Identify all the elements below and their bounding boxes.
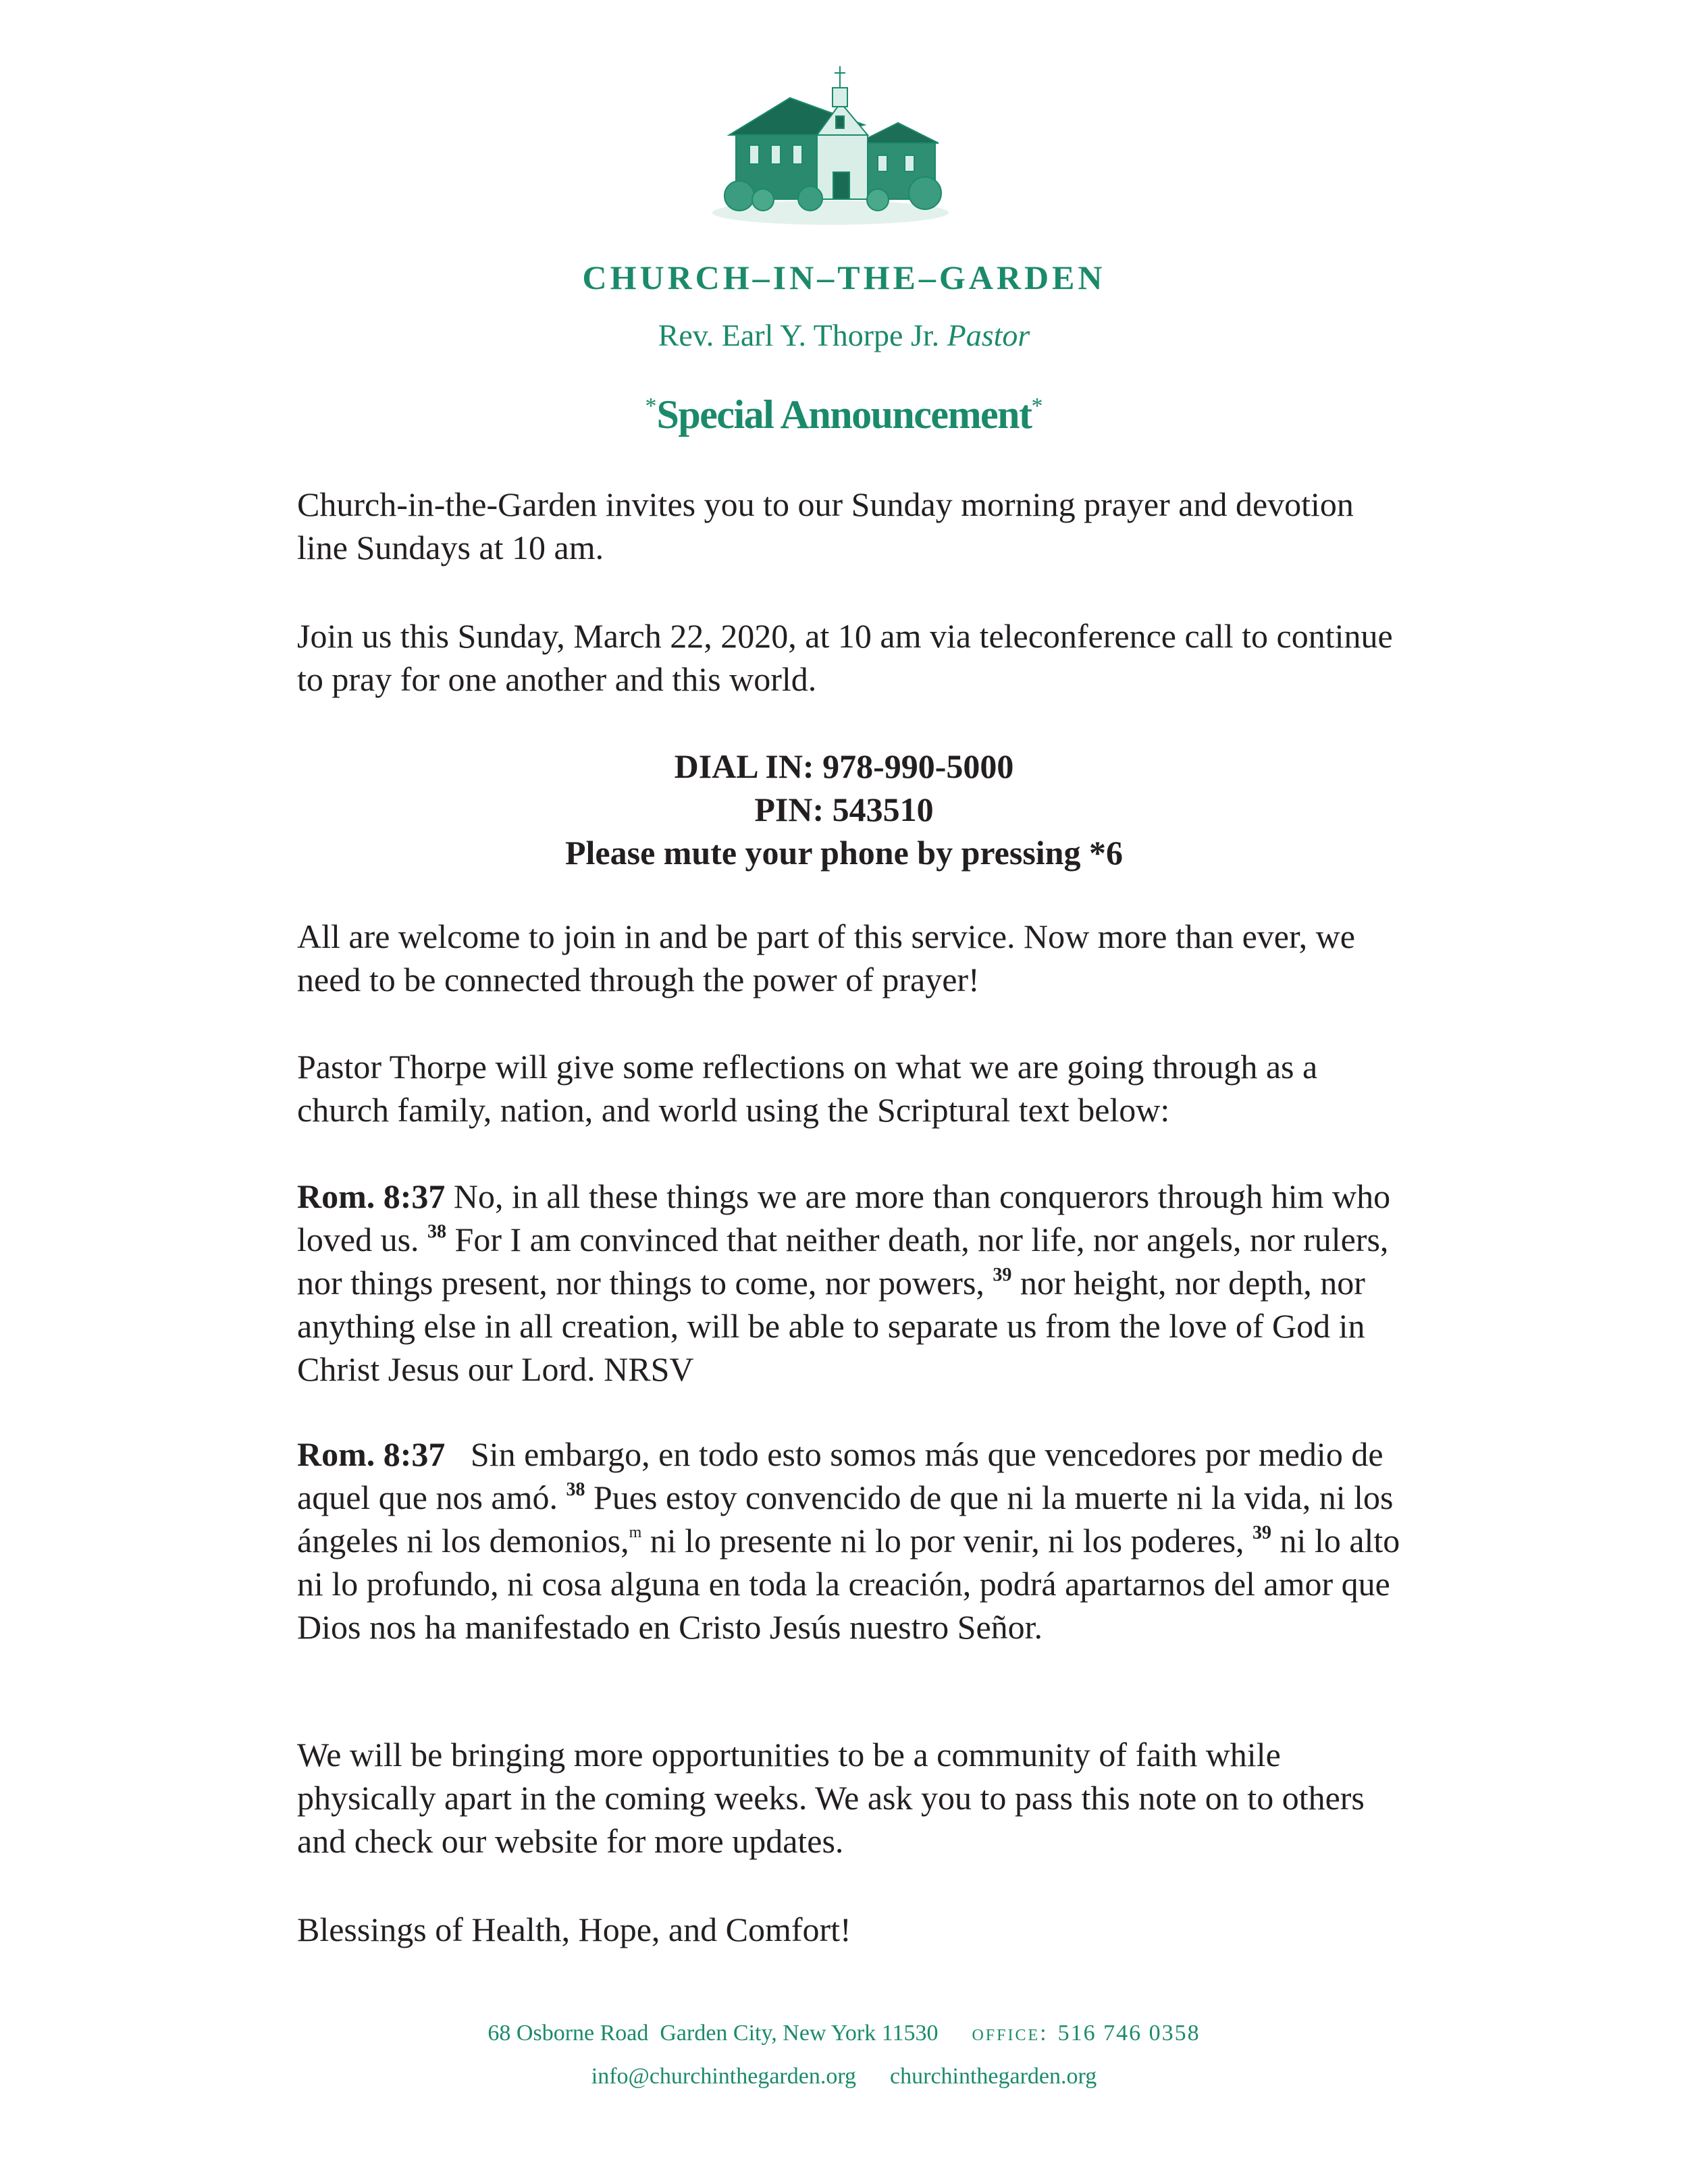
asterisk-left: * (645, 394, 657, 419)
paragraph-welcome: All are welcome to join in and be part of this service. Now more than ever, we need to be connected through the power of prayer! (297, 917, 1355, 998)
email-link[interactable]: info@churchinthegarden.org (591, 2064, 857, 2089)
verse-number: 38 (566, 1479, 585, 1500)
paragraph-invitation: Church-in-the-Garden invites you to our Sunday morning prayer and devotion line Sundays at 10 am. (297, 485, 1354, 566)
office-phone: 516 746 0358 (1057, 2021, 1201, 2046)
website-link[interactable]: churchinthegarden.org (890, 2064, 1097, 2089)
pin-number: PIN: 543510 (754, 791, 934, 828)
verse-text: No, in all these things we are more than conquerors through him who loved us. (297, 1177, 1391, 1258)
footnote-marker: m (629, 1524, 642, 1541)
verse-spanish (297, 1433, 1408, 1649)
address: 68 Osborne Road Garden City, New York 11530 (487, 2021, 939, 2046)
church-name: CHURCH–IN–THE–GARDEN (582, 259, 1106, 296)
verse-number: 38 (427, 1221, 447, 1242)
dial-in-number: DIAL IN: 978-990-5000 (674, 747, 1014, 785)
footer-contact-line (0, 2064, 1688, 2089)
dial-in-block (0, 745, 1688, 874)
announcement-title (0, 392, 1688, 438)
pastor-name: Rev. Earl Y. Thorpe Jr. (658, 318, 940, 352)
verse-text: ni lo presente ni lo por venir, ni los poderes, (641, 1522, 1253, 1560)
verse-reference: Rom. 8:37 (297, 1435, 446, 1473)
verse-reference: Rom. 8:37 (297, 1177, 446, 1215)
office-label: office: (972, 2021, 1049, 2046)
footer-address-line (0, 2021, 1688, 2046)
church-building-logo (709, 61, 952, 230)
verse-number: 39 (1252, 1522, 1272, 1543)
paragraph-join: Join us this Sunday, March 22, 2020, at 10 am via teleconference call to continue to pray for one another and this world. (297, 617, 1393, 698)
verse-text: Sin embargo, en todo esto somos más que vencedores por medio de aquel que nos amó. (297, 1435, 1392, 1516)
asterisk-right: * (1031, 394, 1043, 419)
pastor-line (0, 317, 1688, 353)
verse-number: 39 (993, 1264, 1012, 1285)
verse-english (297, 1175, 1404, 1391)
paragraph-opportunities: We will be bringing more opportunities to be a community of faith while physically apart in the coming weeks. We ask you to pass this note on to others and check our website for more updates. (297, 1736, 1365, 1860)
paragraph-blessings: Blessings of Health, Hope, and Comfort! (297, 1911, 851, 1948)
paragraph-reflections: Pastor Thorpe will give some reflections on what we are going through as a church family, nation, and world using the Scriptural text below: (297, 1048, 1318, 1129)
verse-text: ni lo alto ni lo profundo, ni cosa alguna en toda la creación, podrá apartarnos del amor que Dios nos ha manifestado en Cristo Jesús nuestro Señor. (297, 1522, 1408, 1646)
mute-instruction: Please mute your phone by pressing *6 (564, 834, 1123, 872)
announcement-text: Special Announcement (656, 392, 1032, 437)
pastor-role: Pastor (947, 318, 1030, 352)
verse-text: For I am convinced that neither death, nor life, nor angels, nor rulers, nor things present, nor things to come, nor powers, (297, 1221, 1389, 1302)
verse-text: Pues estoy convencido de que ni la muerte ni la vida, ni los ángeles ni los demonios, (297, 1479, 1402, 1560)
verse-text: nor height, nor depth, nor anything else in all creation, will be able to separate us from the love of God in Christ Jesus our Lord. NRSV (297, 1264, 1365, 1388)
